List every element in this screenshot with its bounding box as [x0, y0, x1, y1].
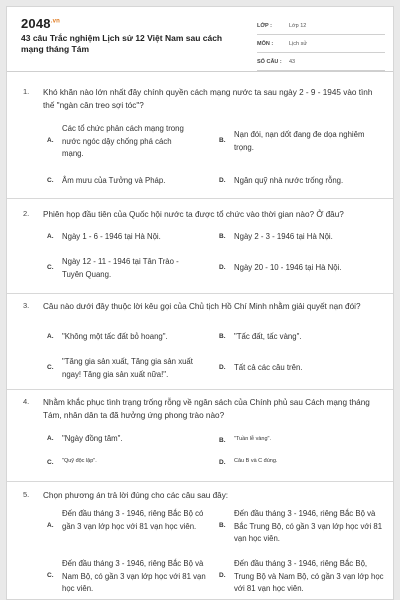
option-text: "Không một tấc đất bỏ hoang".: [62, 332, 168, 341]
option-text: Tất cả các câu trên.: [234, 363, 303, 372]
question-number: 5.: [23, 490, 30, 499]
option-letter: A.: [47, 137, 54, 144]
option-letter: C.: [47, 264, 54, 271]
option-text: Các tổ chức phản cách mạng trong nước ngóc dậy chống phá cách mạng.: [62, 124, 184, 158]
option-letter: A.: [47, 435, 54, 442]
question-text: Nhằm khắc phục tình trạng trống rỗng về ngân sách của Chính phủ sau Cách mạng tháng Tám, nhân dân ta đã hưởng ứng phong trào nào?: [43, 398, 370, 420]
question-number: 4.: [23, 397, 30, 406]
meta-label: MÔN :: [257, 40, 274, 47]
question-5: [7, 481, 394, 600]
question-1: [7, 71, 394, 199]
question-text: Chọn phương án trả lời đúng cho các câu sau đây:: [43, 491, 229, 500]
question-number: 1.: [23, 87, 30, 96]
quiz-title: 43 câu Trắc nghiệm Lịch sử 12 Việt Nam sau cách mạng tháng Tám: [21, 33, 223, 54]
option-text: "Tấc đất, tấc vàng".: [234, 332, 302, 341]
meta-value: 43: [289, 58, 296, 65]
meta-row-subject: [257, 35, 385, 53]
option-letter: B.: [219, 137, 226, 144]
site-logo[interactable]: $2048^{.vn}$: [21, 16, 61, 31]
option-text: "Quỹ độc lập".: [62, 458, 97, 464]
option-letter: B.: [219, 333, 226, 340]
option-text: Ngân quỹ nhà nước trống rỗng.: [234, 176, 344, 185]
question-text: Câu nào dưới đây thuộc lời kêu gọi của Chủ tịch Hồ Chí Minh nhằm giải quyết nạn đói?: [43, 302, 361, 311]
option-text: Đến đầu tháng 3 - 1946, riêng Bắc Bộ có gần 3 vạn lớp học với 81 vạn học viên.: [62, 509, 204, 531]
question-4: [7, 389, 394, 482]
option-text: "Tuần lễ vàng".: [234, 436, 272, 442]
question-3: [7, 293, 394, 390]
option-letter: A.: [47, 233, 54, 240]
option-letter: C.: [47, 459, 54, 466]
option-text: "Tăng gia sản xuất, Tăng gia sản xuất ngay! Tăng gia sản xuất nữa!".: [62, 357, 193, 379]
quiz-header: [7, 7, 393, 72]
option-text: Ngày 2 - 3 - 1946 tại Hà Nội.: [234, 232, 333, 241]
option-letter: C.: [47, 177, 54, 184]
option-letter: D.: [219, 459, 226, 466]
meta-value: Lớp 12: [289, 22, 307, 29]
option-letter: C.: [47, 364, 54, 371]
option-letter: B.: [219, 437, 226, 444]
option-text: Nạn đói, nạn dốt đang đe dọa nghiêm trọng.: [234, 130, 365, 152]
option-letter: A.: [47, 522, 54, 529]
question-text: Khó khăn nào lớn nhất đây chính quyền cách mạng nước ta sau ngày 2 - 9 - 1945 vào tình thế "ngàn cân treo sợi tóc"?: [43, 88, 373, 110]
option-text: Đến đầu tháng 3 - 1946, riêng Bắc Bộ, Trung Bộ và Nam Bộ, có gần 3 vạn lớp học với 81 vạn học viên.: [234, 559, 384, 593]
meta-value: Lịch sử: [289, 40, 308, 47]
option-letter: D.: [219, 264, 226, 271]
question-number: 3.: [23, 301, 30, 310]
option-text: Ngày 12 - 11 - 1946 tại Tân Trào - Tuyên Quang.: [62, 257, 179, 279]
quiz-meta: [257, 17, 385, 71]
question-text: Phiên họp đầu tiên của Quốc hội nước ta được tổ chức vào thời gian nào? Ở đâu?: [43, 210, 344, 219]
option-letter: A.: [47, 333, 54, 340]
meta-row-count: [257, 53, 385, 71]
meta-label: LỚP :: [257, 22, 272, 29]
option-letter: B.: [219, 522, 226, 529]
option-text: Đến đầu tháng 3 - 1946, riêng Bắc Bộ và Bắc Trung Bộ, có gần 3 vạn lớp học với 81 vạn học viên.: [234, 509, 383, 543]
option-letter: D.: [219, 572, 226, 579]
option-text: Câu B và C đúng.: [234, 458, 278, 464]
option-letter: C.: [47, 572, 54, 579]
option-letter: D.: [219, 177, 226, 184]
question-number: 2.: [23, 209, 30, 218]
option-text: Ngày 20 - 10 - 1946 tại Hà Nội.: [234, 263, 342, 272]
option-letter: D.: [219, 364, 226, 371]
option-letter: B.: [219, 233, 226, 240]
meta-row-class: [257, 17, 385, 35]
option-text: "Ngày đồng tâm".: [62, 434, 123, 443]
question-2: [7, 198, 394, 294]
option-text: Đến đầu tháng 3 - 1946, riêng Bắc Bộ và Nam Bộ, có gần 3 vạn lớp học với 81 vạn học viên.: [62, 559, 206, 593]
option-text: Ngày 1 - 6 - 1946 tại Hà Nội.: [62, 232, 161, 241]
quiz-page: [6, 6, 394, 600]
option-text: Âm mưu của Tưởng và Pháp.: [62, 176, 166, 185]
meta-label: SỐ CÂU :: [257, 58, 282, 65]
